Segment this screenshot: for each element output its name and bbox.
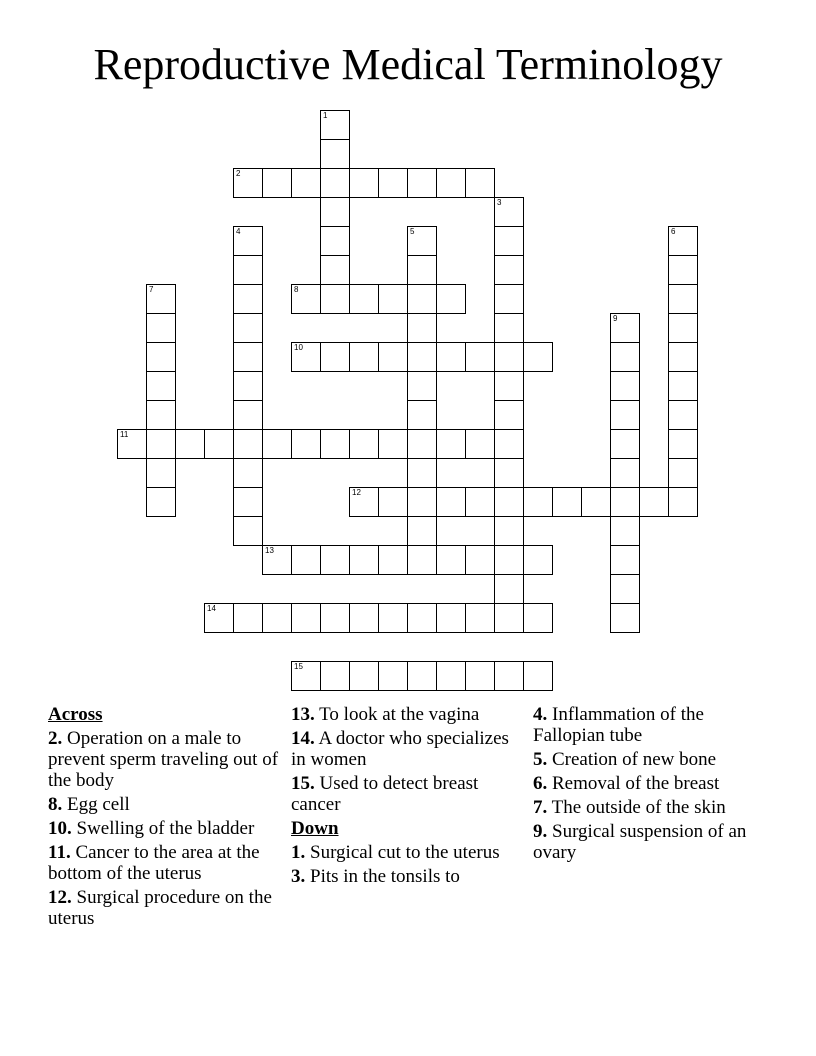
grid-cell[interactable] [494, 516, 524, 546]
clue-item [533, 704, 763, 746]
grid-cell[interactable] [320, 255, 350, 285]
grid-cell[interactable] [291, 429, 321, 459]
grid-cell[interactable] [407, 603, 437, 633]
grid-cell[interactable] [204, 429, 234, 459]
grid-cell[interactable] [581, 487, 611, 517]
grid-cell[interactable] [320, 139, 350, 169]
grid-cell[interactable] [320, 110, 350, 140]
clue-item-text: Used to detect breast cancer [291, 773, 479, 815]
grid-cell[interactable] [494, 545, 524, 575]
clue-item [48, 728, 284, 791]
grid-cell[interactable] [407, 342, 437, 372]
grid-cell[interactable] [436, 603, 466, 633]
clue-number: 12 [352, 488, 361, 497]
clue-item [291, 704, 519, 725]
clue-item [291, 773, 519, 815]
grid-cell[interactable] [610, 458, 640, 488]
grid-cell[interactable] [349, 603, 379, 633]
clue-number: 3 [497, 198, 502, 207]
grid-cell[interactable] [494, 342, 524, 372]
grid-cell[interactable] [262, 429, 292, 459]
grid-cell[interactable] [320, 197, 350, 227]
grid-cell[interactable] [610, 313, 640, 343]
clue-item-number: 7. [533, 797, 548, 818]
grid-cell[interactable] [175, 429, 205, 459]
grid-cell[interactable] [378, 284, 408, 314]
grid-cell[interactable] [146, 458, 176, 488]
grid-cell[interactable] [233, 342, 263, 372]
grid-cell[interactable] [233, 168, 263, 198]
grid-cell[interactable] [291, 603, 321, 633]
grid-cell[interactable] [291, 168, 321, 198]
grid-cell[interactable] [407, 313, 437, 343]
grid-cell[interactable] [668, 284, 698, 314]
grid-cell[interactable] [668, 400, 698, 430]
grid-cell[interactable] [291, 284, 321, 314]
clue-item-number: 11. [48, 842, 71, 863]
grid-cell[interactable] [349, 661, 379, 691]
clue-number: 9 [613, 314, 618, 323]
grid-cell[interactable] [668, 429, 698, 459]
clue-item-number: 15. [291, 773, 315, 794]
grid-cell[interactable] [494, 458, 524, 488]
grid-cell[interactable] [436, 487, 466, 517]
grid-cell[interactable] [146, 429, 176, 459]
clue-number: 7 [149, 285, 154, 294]
grid-cell[interactable] [436, 429, 466, 459]
grid-cell[interactable] [494, 284, 524, 314]
grid-cell[interactable] [291, 545, 321, 575]
grid-cell[interactable] [610, 429, 640, 459]
grid-cell[interactable] [407, 168, 437, 198]
grid-cell[interactable] [320, 545, 350, 575]
clue-item-number: 12. [48, 887, 72, 908]
clues-column-3 [533, 704, 763, 866]
grid-cell[interactable] [378, 429, 408, 459]
clue-item [291, 842, 519, 863]
grid-cell[interactable] [291, 661, 321, 691]
grid-cell[interactable] [117, 429, 147, 459]
grid-cell[interactable] [668, 371, 698, 401]
grid-cell[interactable] [610, 371, 640, 401]
clue-item-text: Egg cell [62, 794, 130, 815]
clue-item-number: 14. [291, 728, 315, 749]
clues-column-1 [48, 704, 284, 932]
grid-cell[interactable] [494, 226, 524, 256]
clue-item [48, 887, 284, 929]
grid-cell[interactable] [262, 545, 292, 575]
grid-cell[interactable] [204, 603, 234, 633]
clue-number: 13 [265, 546, 274, 555]
clue-item-text: Creation of new bone [547, 749, 717, 770]
grid-cell[interactable] [610, 516, 640, 546]
grid-cell[interactable] [436, 284, 466, 314]
grid-cell[interactable] [494, 197, 524, 227]
grid-cell[interactable] [610, 603, 640, 633]
grid-cell[interactable] [233, 487, 263, 517]
clue-heading: Down [291, 818, 339, 839]
grid-cell[interactable] [320, 429, 350, 459]
grid-cell[interactable] [465, 545, 495, 575]
grid-cell[interactable] [378, 342, 408, 372]
grid-cell[interactable] [436, 545, 466, 575]
grid-cell[interactable] [523, 545, 553, 575]
grid-cell[interactable] [378, 487, 408, 517]
grid-cell[interactable] [407, 226, 437, 256]
clue-heading: Across [48, 704, 103, 725]
grid-cell[interactable] [436, 661, 466, 691]
clue-number: 4 [236, 227, 241, 236]
grid-cell[interactable] [349, 168, 379, 198]
grid-cell[interactable] [349, 342, 379, 372]
grid-cell[interactable] [494, 603, 524, 633]
grid-cell[interactable] [233, 429, 263, 459]
clue-item [533, 749, 763, 770]
grid-cell[interactable] [610, 545, 640, 575]
clue-item [533, 773, 763, 794]
clue-item-number: 9. [533, 821, 548, 842]
grid-cell[interactable] [146, 313, 176, 343]
clue-item-number: 1. [291, 842, 306, 863]
grid-cell[interactable] [436, 168, 466, 198]
grid-cell[interactable] [349, 429, 379, 459]
grid-cell[interactable] [465, 603, 495, 633]
clue-item-text: Surgical procedure on the uterus [48, 887, 272, 929]
clue-item [533, 797, 763, 818]
grid-cell[interactable] [378, 545, 408, 575]
clue-number: 2 [236, 169, 241, 178]
grid-cell[interactable] [378, 168, 408, 198]
grid-cell[interactable] [407, 661, 437, 691]
clue-item-number: 5. [533, 749, 548, 770]
puzzle-title: Reproductive Medical Terminology [93, 40, 723, 89]
clue-item [291, 866, 519, 887]
clue-item [533, 821, 763, 863]
clue-item [48, 794, 284, 815]
grid-cell[interactable] [407, 487, 437, 517]
grid-cell[interactable] [146, 371, 176, 401]
grid-cell[interactable] [494, 574, 524, 604]
grid-cell[interactable] [233, 371, 263, 401]
clue-item [48, 842, 284, 884]
grid-cell[interactable] [494, 429, 524, 459]
clue-number: 11 [120, 430, 129, 439]
grid-cell[interactable] [407, 516, 437, 546]
grid-cell[interactable] [349, 487, 379, 517]
grid-cell[interactable] [465, 661, 495, 691]
grid-cell[interactable] [378, 603, 408, 633]
grid-cell[interactable] [494, 400, 524, 430]
clue-item-text: Inflammation of the Fallopian tube [533, 704, 704, 746]
grid-cell[interactable] [668, 342, 698, 372]
grid-cell[interactable] [320, 226, 350, 256]
grid-cell[interactable] [320, 603, 350, 633]
grid-cell[interactable] [494, 371, 524, 401]
grid-cell[interactable] [407, 284, 437, 314]
clue-item-text: The outside of the skin [547, 797, 726, 818]
grid-cell[interactable] [320, 284, 350, 314]
grid-cell[interactable] [262, 168, 292, 198]
grid-cell[interactable] [523, 661, 553, 691]
grid-cell[interactable] [320, 342, 350, 372]
grid-cell[interactable] [146, 342, 176, 372]
clues-column-2 [291, 704, 519, 890]
grid-cell[interactable] [668, 487, 698, 517]
clue-item-number: 2. [48, 728, 63, 749]
grid-cell[interactable] [494, 255, 524, 285]
clue-item-number: 8. [48, 794, 63, 815]
grid-cell[interactable] [146, 400, 176, 430]
grid-cell[interactable] [523, 603, 553, 633]
grid-cell[interactable] [349, 284, 379, 314]
clue-item-number: 3. [291, 866, 306, 887]
grid-cell[interactable] [552, 487, 582, 517]
grid-cell[interactable] [523, 342, 553, 372]
grid-cell[interactable] [465, 168, 495, 198]
clue-number: 14 [207, 604, 216, 613]
grid-cell[interactable] [407, 545, 437, 575]
grid-cell[interactable] [668, 226, 698, 256]
clue-item-text: Pits in the tonsils to [305, 866, 460, 887]
grid-cell[interactable] [465, 487, 495, 517]
clue-item-number: 10. [48, 818, 72, 839]
grid-cell[interactable] [262, 603, 292, 633]
clue-item-text: Removal of the breast [547, 773, 720, 794]
grid-cell[interactable] [291, 342, 321, 372]
clue-item-text: A doctor who specializes in women [291, 728, 509, 770]
grid-cell[interactable] [494, 661, 524, 691]
grid-cell[interactable] [407, 255, 437, 285]
clue-item-number: 6. [533, 773, 548, 794]
grid-cell[interactable] [407, 429, 437, 459]
grid-cell[interactable] [494, 487, 524, 517]
grid-cell[interactable] [378, 661, 408, 691]
clue-number: 1 [323, 111, 328, 120]
clue-item-text: Cancer to the area at the bottom of the uterus [48, 842, 260, 884]
grid-cell[interactable] [465, 429, 495, 459]
grid-cell[interactable] [349, 545, 379, 575]
clue-item-text: Surgical suspension of an ovary [533, 821, 747, 863]
clue-item-text: Surgical cut to the uterus [305, 842, 500, 863]
grid-cell[interactable] [465, 342, 495, 372]
grid-cell[interactable] [233, 226, 263, 256]
clue-item-text: Swelling of the bladder [71, 818, 255, 839]
grid-cell[interactable] [320, 168, 350, 198]
grid-cell[interactable] [639, 487, 669, 517]
grid-cell[interactable] [233, 255, 263, 285]
grid-cell[interactable] [610, 342, 640, 372]
clue-number: 8 [294, 285, 299, 294]
grid-cell[interactable] [407, 400, 437, 430]
grid-cell[interactable] [233, 400, 263, 430]
grid-cell[interactable] [610, 487, 640, 517]
clue-number: 6 [671, 227, 676, 236]
grid-cell[interactable] [233, 603, 263, 633]
grid-cell[interactable] [668, 458, 698, 488]
grid-cell[interactable] [233, 313, 263, 343]
grid-cell[interactable] [407, 458, 437, 488]
grid-cell[interactable] [436, 342, 466, 372]
clue-item [48, 818, 284, 839]
grid-cell[interactable] [610, 574, 640, 604]
clue-item-number: 4. [533, 704, 548, 725]
clue-item-text: To look at the vagina [314, 704, 480, 725]
grid-cell[interactable] [610, 400, 640, 430]
grid-cell[interactable] [523, 487, 553, 517]
grid-cell[interactable] [146, 487, 176, 517]
clue-item-text: Operation on a male to prevent sperm traveling out of the body [48, 728, 279, 791]
grid-cell[interactable] [668, 313, 698, 343]
grid-cell[interactable] [146, 284, 176, 314]
clue-number: 10 [294, 343, 303, 352]
clue-number: 15 [294, 662, 303, 671]
grid-cell[interactable] [320, 661, 350, 691]
clue-item-number: 13. [291, 704, 315, 725]
grid-cell[interactable] [233, 284, 263, 314]
grid-cell[interactable] [668, 255, 698, 285]
grid-cell[interactable] [494, 313, 524, 343]
grid-cell[interactable] [233, 458, 263, 488]
grid-cell[interactable] [233, 516, 263, 546]
grid-cell[interactable] [407, 371, 437, 401]
clue-item [291, 728, 519, 770]
clue-number: 5 [410, 227, 415, 236]
